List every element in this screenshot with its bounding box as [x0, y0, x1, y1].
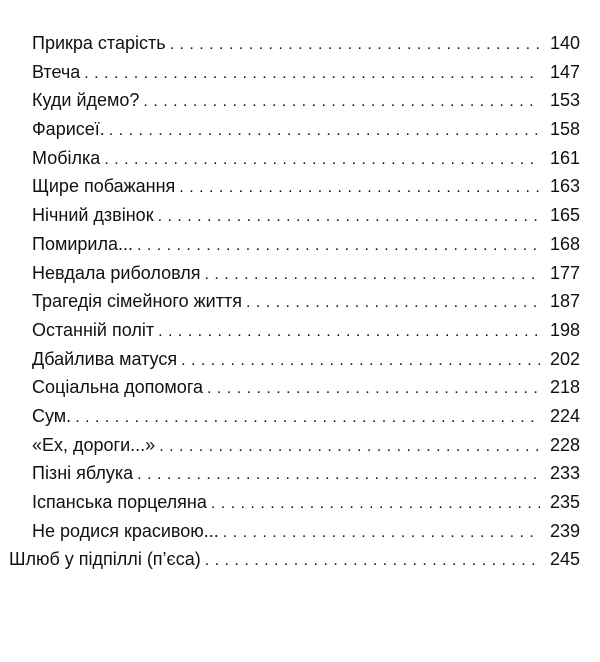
toc-entry-page: 163 [549, 176, 580, 197]
toc-entry-page: 161 [549, 147, 580, 168]
toc-entry-page: 187 [549, 291, 580, 312]
toc-entry-page: 140 [549, 33, 580, 53]
toc-dot-leader [137, 237, 540, 255]
toc-entry [0, 148, 600, 177]
toc-entry-title: Шлюб у підпіллі (п’єса) [9, 549, 201, 570]
toc-entry-page: 224 [549, 405, 580, 426]
toc-entry [0, 521, 600, 550]
toc-entry-page: 168 [549, 233, 580, 254]
toc-entry [0, 176, 600, 205]
toc-dot-leader [246, 294, 540, 312]
toc-dot-leader [137, 466, 540, 484]
toc-dot-leader [158, 208, 540, 226]
toc-dot-leader [104, 151, 540, 169]
toc-entry [0, 263, 600, 292]
toc-dot-leader [181, 352, 540, 370]
toc-entry-title: Мобілка [32, 147, 101, 168]
toc-entry [0, 492, 600, 521]
toc-entry [0, 435, 600, 464]
toc-dot-leader [179, 179, 540, 197]
toc-entry-page: 147 [549, 61, 580, 82]
toc-dot-leader [207, 380, 540, 398]
toc-dot-leader [109, 122, 540, 140]
toc-dot-leader [211, 495, 540, 513]
toc-dot-leader [205, 552, 540, 570]
toc-entry-title: Куди йдемо? [32, 90, 140, 111]
toc-entry-title: Трагедія сімейного життя [32, 291, 242, 312]
toc-entry-page: 228 [549, 434, 580, 455]
toc-entry-title: Помирила... [32, 233, 133, 254]
toc-entry-page: 153 [549, 90, 580, 111]
toc-entry-page: 235 [549, 492, 580, 512]
toc-entry-page: 158 [549, 119, 580, 140]
toc-entry-page: 245 [549, 549, 580, 570]
toc-entry-title: Сум. [32, 405, 72, 426]
toc-entry-title: Останній політ [32, 319, 155, 340]
toc-entry [0, 291, 600, 320]
toc-entry [0, 406, 600, 435]
toc-entry [0, 377, 600, 406]
toc-entry-page: 233 [549, 463, 580, 484]
toc-entry-title: Невдала риболовля [32, 262, 201, 283]
toc-entry [0, 320, 600, 349]
toc-dot-leader [143, 93, 540, 111]
toc-entry-title: Прикра старість [32, 33, 166, 53]
toc-entry-title: Соціальна допомога [32, 377, 203, 398]
toc-entry-title: «Ех, дороги...» [32, 434, 156, 455]
toc-entry-title: Дбайлива матуся [32, 348, 178, 369]
toc-entry [0, 90, 600, 119]
toc-dot-leader [205, 266, 540, 284]
toc-entry-title: Не родися красивою... [32, 520, 219, 541]
toc-dot-leader [75, 409, 540, 427]
toc-dot-leader [158, 323, 540, 341]
toc-entry [0, 349, 600, 378]
toc-entry-title: Нічний дзвінок [32, 205, 154, 226]
toc-entry [0, 33, 600, 62]
toc-entry-title: Пізні яблука [32, 463, 134, 484]
toc-entry [0, 463, 600, 492]
toc-entry-page: 198 [549, 319, 580, 340]
toc-entry-title: Фарисеї. [32, 119, 105, 140]
toc-dot-leader [223, 524, 540, 542]
toc-entry-title: Іспанська порцеляна [32, 492, 207, 512]
toc-entry-page: 177 [549, 262, 580, 283]
toc-dot-leader [84, 65, 540, 83]
toc-entry-title: Втеча [32, 61, 81, 82]
toc-dot-leader [170, 36, 540, 54]
toc-dot-leader [159, 438, 540, 456]
toc-entry [0, 234, 600, 263]
toc-entry-page: 218 [549, 377, 580, 398]
toc-entry [0, 205, 600, 234]
toc-entry-page: 165 [549, 205, 580, 226]
toc-entry-page: 202 [549, 348, 580, 369]
toc-entry [0, 119, 600, 148]
toc-entry [0, 62, 600, 91]
toc-entry-title: Щире побажання [32, 176, 176, 197]
toc-entry [0, 549, 600, 578]
table-of-contents [0, 33, 600, 578]
toc-entry-page: 239 [549, 520, 580, 541]
